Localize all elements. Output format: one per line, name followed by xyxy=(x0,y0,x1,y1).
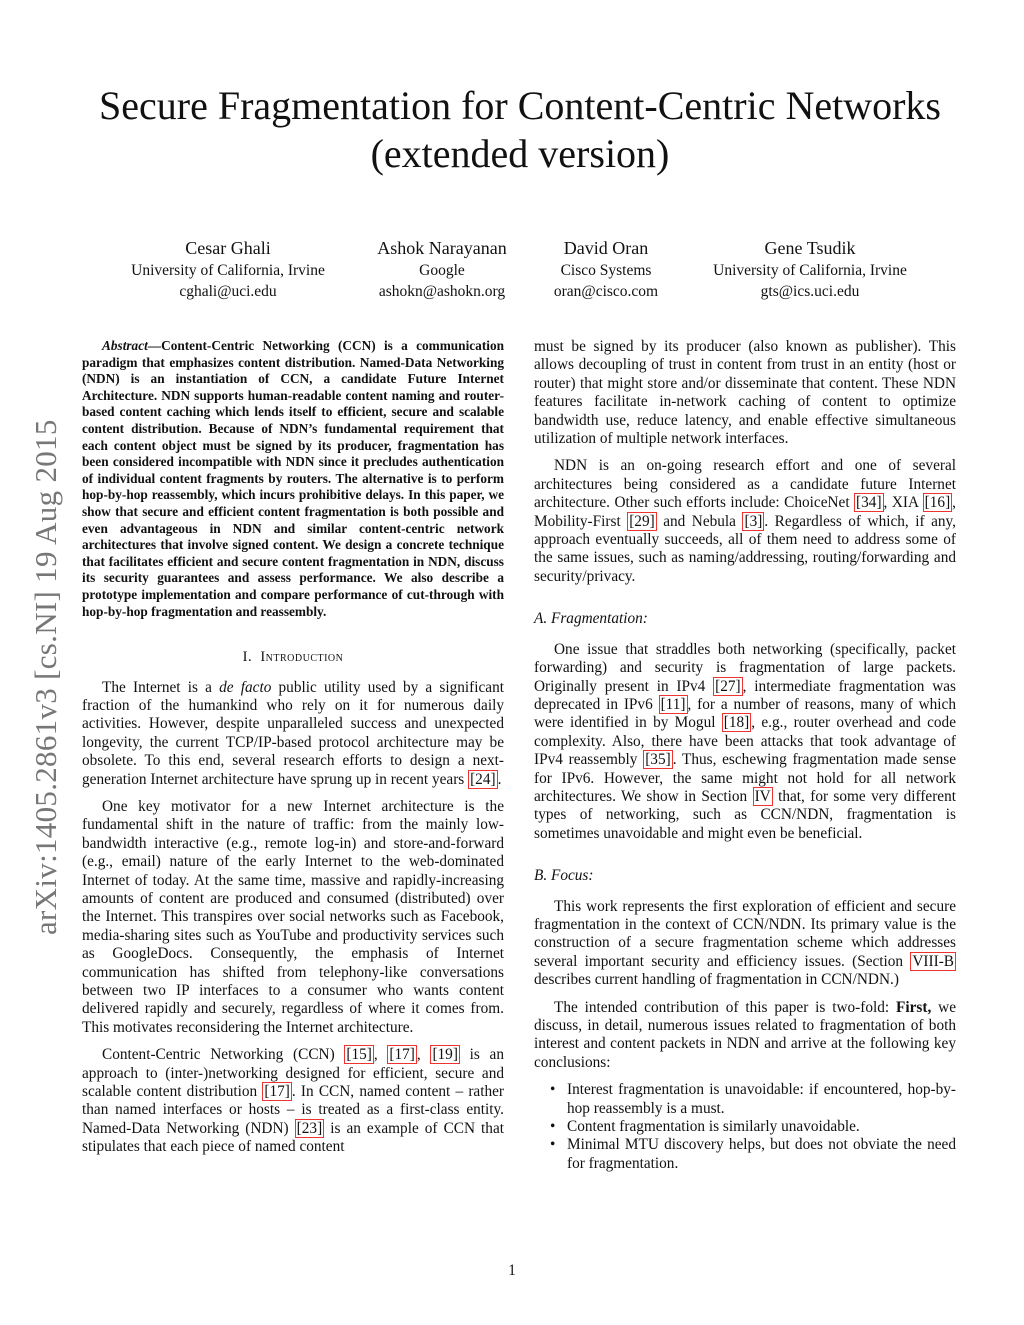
author-affiliation: Google xyxy=(419,262,465,279)
citation-link[interactable]: [3] xyxy=(744,512,763,530)
author-name: Gene Tsudik xyxy=(764,238,856,258)
author-name: Cesar Ghali xyxy=(185,238,271,258)
intro-paragraph-3: Content-Centric Networking (CCN) [15] , [17] , [19] is an approach to (inter-)networking designed for efficient, secure and scalable content distribution [17] . In CCN, named content – rather than named interfaces or hosts – is treated as a first-class entity. Named-Data Networking (NDN) [23] is an example of CCN that stipulates that each piece of named content xyxy=(82,1046,505,1156)
paper-title xyxy=(60,82,980,178)
author-email: ashokn@ashokn.org xyxy=(378,283,506,300)
section-link[interactable]: IV xyxy=(754,787,771,805)
author-name: Ashok Narayanan xyxy=(377,238,507,258)
section-title: Introduction xyxy=(260,649,344,666)
citation-link[interactable]: [23] xyxy=(296,1119,323,1137)
arxiv-identifier: arXiv:1405.2861v3 [cs.NI] 19 Aug 2015 xyxy=(28,419,63,935)
list-item: • Interest fragmentation is unavoidable: if encountered, hop-by-hop reassembly is a must. xyxy=(550,1081,956,1117)
citation-link[interactable]: [15] xyxy=(346,1046,372,1064)
citation-link[interactable]: [24] xyxy=(470,770,496,788)
citation-link[interactable]: [17] xyxy=(264,1083,290,1101)
focus-paragraph-2: The intended contribution of this paper is two-fold: First, we discuss, in detail, numerous issues related to fragmentation of both interest and content packets in NDN and arrive at the following key conclusions: xyxy=(534,998,956,1071)
author-4 xyxy=(690,236,930,302)
citation-link[interactable]: [17] xyxy=(389,1046,415,1064)
conclusions-list xyxy=(534,1081,956,1173)
subsection-heading-fragmentation: A. Fragmentation: xyxy=(534,610,648,628)
bullet-icon: • xyxy=(550,1081,556,1099)
author-1 xyxy=(108,236,348,302)
focus-paragraph-1: This work represents the first exploration of efficient and secure fragmentation in the context of CCN/NDN. Its primary value is the construction of a secure fragmentation scheme which addresses several important security and efficiency issues. (Section VIII-B describes current handling of fragmentation in CCN/NDN.) xyxy=(534,897,956,989)
subsection-heading-focus: B. Focus: xyxy=(534,867,594,885)
citation-link[interactable]: [18] xyxy=(723,714,750,732)
abstract xyxy=(82,338,504,620)
abstract-text: —Content-Centric Networking (CCN) is a communication paradigm that emphasizes content distribution. Named-Data Networking (NDN) is an instantiation of CCN, a candidate Future Internet Architecture. NDN supports human-readable content naming and router-based content caching which lends itself to efficient, secure and scalable content distribution. Because of NDN’s fundamental requirement that each content object must be signed by its producer, fragmentation has been considered incompatible with NDN since it precludes authentication of individual content fragments by routers. The alternative is to perform hop-by-hop reassembly, which incurs prohibitive delays. In this paper, we show that secure and efficient content fragmentation is both possible and even advantageous in NDN and similar content-centric network architectures that involve signed content. We design a concrete technique that facilitates efficient and secure content fragmentation in NDN, discuss its security guarantees and assess performance. We also describe a prototype implementation and compare performance of cut-through with hop-by-hop fragmentation and reassembly. xyxy=(82,338,504,619)
right-paragraph-2: NDN is an on-going research effort and one of several architectures being considered as a candidate future Internet architecture. Other such efforts include: ChoiceNet [34] , XIA [16] , Mobility-First [29] and Nebula [3] . Regardless of which, if any, approach eventually succeeds, all of them need to address some of the same issues, such as naming/addressing, routing/forwarding and security/privacy. xyxy=(534,457,956,585)
page-number: 1 xyxy=(508,1262,516,1279)
author-affiliation: Cisco Systems xyxy=(560,262,652,279)
author-affiliation: University of California, Irvine xyxy=(131,262,325,279)
right-paragraph-1: must be signed by its producer (also known as publisher). This allows decoupling of trust in content from trust in an entity (host or router) that might store and/or disseminate that content. These NDN features facilitate in-network caching of content to optimize bandwidth use, reduce latency, and enable effective simultaneous utilization of multiple network interfaces. xyxy=(534,338,956,448)
author-email: cghali@uci.edu xyxy=(179,283,277,300)
citation-link[interactable]: [19] xyxy=(432,1046,458,1064)
author-name: David Oran xyxy=(563,238,649,258)
citation-link[interactable]: [11] xyxy=(660,695,686,713)
citation-link[interactable]: [27] xyxy=(715,677,741,695)
citation-link[interactable]: [35] xyxy=(645,751,671,769)
intro-paragraph-2: One key motivator for a new Internet architecture is the fundamental shift in the nature of traffic: from the mainly low-bandwidth interactive (e.g., remote log-in) and store-and-forward (e.g., email) nature of the early Internet to the web-dominated Internet of today. At the same time, massive and rapidly-increasing amounts of content are produced and consumed (distributed) over the Internet. This transpires over social networks such as Facebook, media-sharing sites such as YouTube and productivity services such as GoogleDocs. Consequently, the emphasis of Internet communication has shifted from telephony-like conversations between two IP interfaces to a consumer who wants content delivered rapidly and securely, regardless of where it comes from. This motivates reconsidering the Internet architecture. xyxy=(82,797,504,1036)
author-email: oran@cisco.com xyxy=(553,283,659,300)
abstract-label: Abstract xyxy=(102,338,148,353)
list-item: • Content fragmentation is similarly unavoidable. xyxy=(550,1118,860,1136)
section-number: I. xyxy=(242,649,253,666)
author-affiliation: University of California, Irvine xyxy=(713,262,907,279)
intro-paragraph-1: The Internet is a de facto public utility used by a significant fraction of the humankind who rely on it for numerous daily activities. However, despite unparalleled success and unexpected longevity, the current TCP/IP-based protocol architecture may be obsolete. To this end, several research efforts to design a next-generation Internet architecture have sprung up in recent years [24] . xyxy=(82,678,504,788)
bullet-icon: • xyxy=(550,1136,556,1154)
citation-link[interactable]: [16] xyxy=(924,494,951,512)
author-3 xyxy=(536,236,676,302)
right-column xyxy=(534,338,956,1173)
list-item: • Minimal MTU discovery helps, but does not obviate the need for fragmentation. xyxy=(550,1136,956,1172)
citation-link[interactable]: [34] xyxy=(856,494,882,512)
fragmentation-paragraph: One issue that straddles both networking (specifically, packet forwarding) and security is fragmentation of large packets. Originally present in IPv4 [27] , intermediate fragmentation was deprecated in IPv6 [11] , for a number of reasons, many of which were identified in by Mogul [18] , e.g., router overhead and code complexity. Also, there have been attacks that took advantage of IPv4 reassembly [35] . Thus, eschewing fragmentation made sense for IPv6. However, the same might not hold for all network architectures. We show in Section IV that, for some very different types of networking, such as CCN/NDN, fragmentation is sometimes unavoidable and might even be beneficial. xyxy=(534,640,957,842)
citation-link[interactable]: [29] xyxy=(629,512,655,530)
author-2 xyxy=(362,236,522,302)
author-email: gts@ics.uci.edu xyxy=(760,283,860,300)
title-subtitle: (extended version) xyxy=(370,131,670,176)
section-heading-introduction xyxy=(82,648,504,666)
section-link[interactable]: VIII-B xyxy=(912,952,954,970)
bullet-icon: • xyxy=(550,1118,556,1136)
left-column xyxy=(82,338,504,1166)
title-main: Secure Fragmentation for Content-Centric Networks xyxy=(99,83,941,128)
